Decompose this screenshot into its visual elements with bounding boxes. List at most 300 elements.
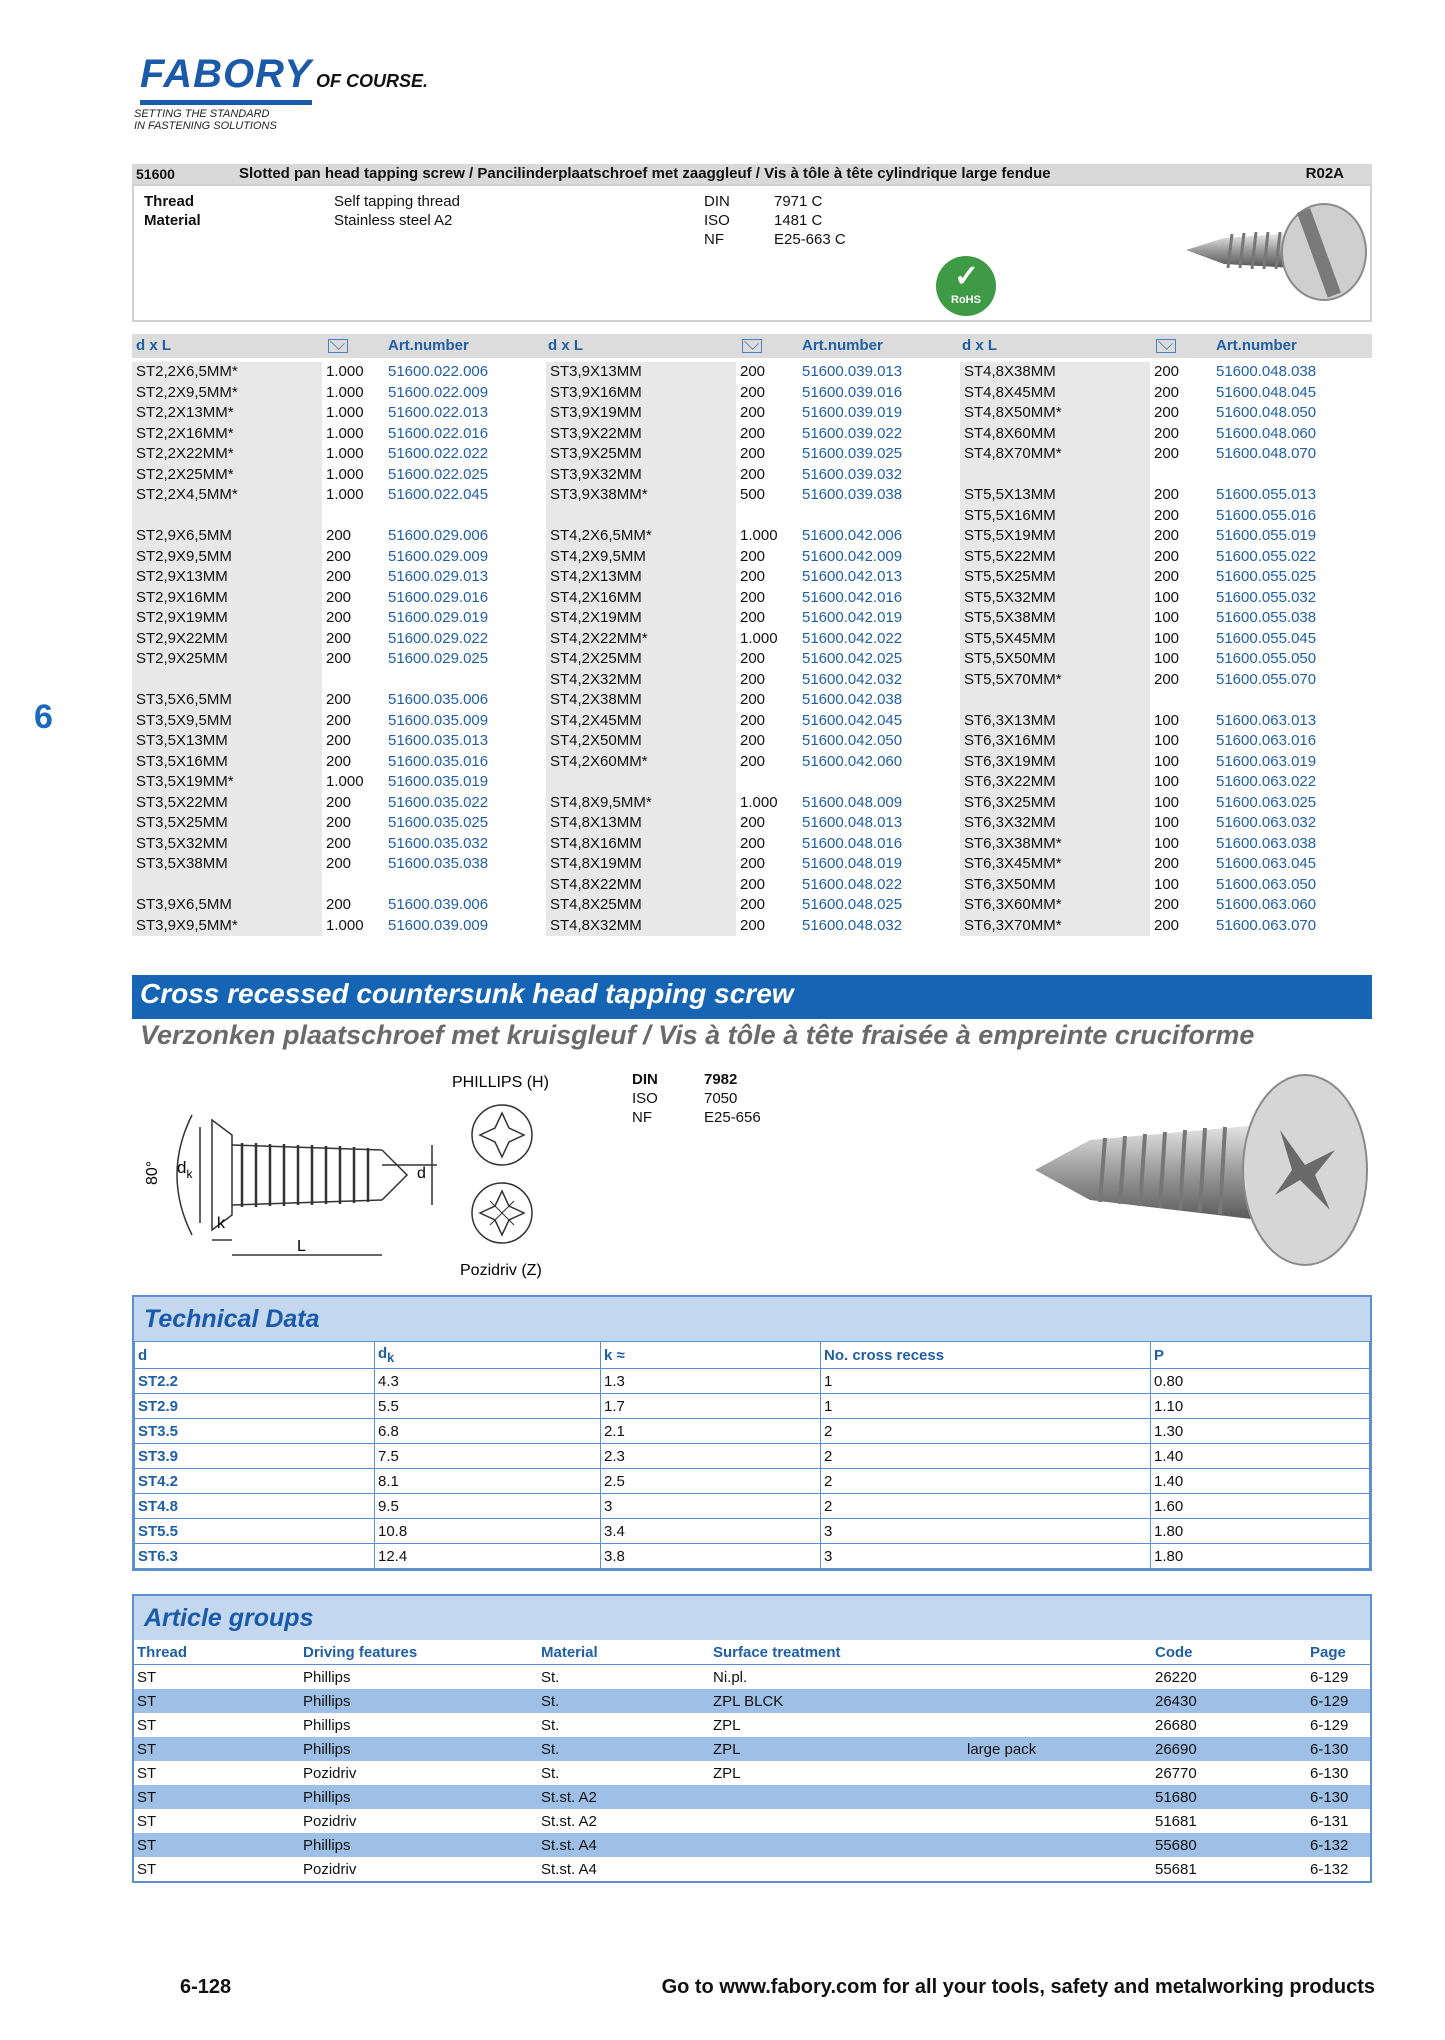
- article-number-link[interactable]: 51600.039.022: [802, 424, 903, 442]
- quantity-cell: 200: [1154, 424, 1180, 442]
- size-cell: ST2,9X16MM: [132, 588, 322, 609]
- size-cell: [960, 690, 1150, 711]
- article-number-link[interactable]: 51600.063.032: [1216, 814, 1317, 831]
- table-row[interactable]: [134, 1809, 1370, 1833]
- article-number-link[interactable]: 51600.063.019: [1216, 752, 1317, 770]
- size-cell: ST4,8X70MM*: [960, 444, 1150, 465]
- size-cell: ST2,2X6,5MM*: [132, 362, 322, 383]
- article-row: [132, 834, 544, 855]
- table-row[interactable]: [134, 1665, 1370, 1690]
- table-header-row: [134, 1640, 1370, 1665]
- article-number-link[interactable]: 51600.042.038: [802, 691, 903, 708]
- size-cell: ST4,8X45MM: [960, 383, 1150, 404]
- article-groups-panel: [132, 1594, 1372, 1883]
- article-number-link[interactable]: 51600.035.038: [388, 855, 489, 872]
- page-number: 6-128: [180, 1976, 232, 1998]
- article-row: [960, 834, 1372, 855]
- cell-t: ST: [137, 1860, 157, 1878]
- article-row: [546, 506, 958, 527]
- article-row: [960, 485, 1372, 506]
- article-row: [132, 608, 544, 629]
- size-cell: ST2,9X9,5MM: [132, 547, 322, 568]
- article-row: [960, 731, 1372, 752]
- section-title: Cross recessed countersunk head tapping screw: [140, 978, 794, 1009]
- article-number-link[interactable]: 51600.039.025: [802, 445, 903, 462]
- logo-slogan: OF COURSE.: [315, 71, 428, 91]
- article-number-link[interactable]: 51600.035.022: [388, 793, 489, 811]
- d-label: d: [417, 1165, 426, 1182]
- article-row: [546, 834, 958, 855]
- article-number-link[interactable]: 51600.042.019: [802, 609, 903, 626]
- th-k: k ≈: [601, 1342, 821, 1369]
- section-subtitle: Verzonken plaatschroef met kruisgleuf / Vis à tôle à tête fraisée à empreinte cruciforme: [140, 1020, 1255, 1050]
- article-row: [960, 547, 1372, 568]
- article-number-link[interactable]: 51600.035.025: [388, 814, 489, 831]
- size-cell: [960, 465, 1150, 486]
- article-row: [960, 608, 1372, 629]
- size-cell: ST5,5X50MM: [960, 649, 1150, 670]
- article-number-link[interactable]: 51600.035.009: [388, 711, 489, 729]
- size-cell: ST3,5X6,5MM: [132, 690, 322, 711]
- article-number-link[interactable]: 51600.055.025: [1216, 568, 1317, 585]
- size-cell: ST4,2X22MM*: [546, 629, 736, 650]
- article-row: [546, 895, 958, 916]
- size-cell: ST6,3X32MM: [960, 813, 1150, 834]
- article-number-link[interactable]: 51600.039.019: [802, 404, 903, 421]
- article-number-link[interactable]: 51600.035.006: [388, 691, 489, 708]
- size-cell: [132, 506, 322, 527]
- quantity-cell: 200: [1154, 896, 1180, 913]
- article-row: [546, 444, 958, 465]
- article-number-link[interactable]: 51600.055.050: [1216, 650, 1317, 667]
- cell-d: ST4.8: [135, 1494, 375, 1519]
- cell-dk: 10.8: [375, 1519, 601, 1544]
- article-number-link[interactable]: 51600.039.038: [802, 486, 903, 503]
- size-cell: ST4,2X32MM: [546, 670, 736, 691]
- cell-p: 6-131: [1310, 1812, 1349, 1830]
- cell-c: 55680: [1152, 1833, 1307, 1857]
- article-row: [546, 649, 958, 670]
- article-number-link[interactable]: 51600.039.016: [802, 383, 903, 401]
- article-number-link[interactable]: 51600.063.060: [1216, 896, 1317, 913]
- quantity-cell: 200: [326, 752, 352, 770]
- quantity-cell: 200: [740, 363, 766, 380]
- article-number-link[interactable]: 51600.029.019: [388, 609, 489, 626]
- size-cell: ST4,2X45MM: [546, 711, 736, 732]
- article-number-link[interactable]: 51600.035.019: [388, 773, 489, 790]
- table-row: [135, 1394, 1370, 1419]
- article-number-link[interactable]: 51600.048.060: [1216, 424, 1317, 442]
- article-row: [960, 895, 1372, 916]
- article-column-3: [960, 362, 1372, 936]
- th-p: P: [1151, 1342, 1370, 1369]
- product-spec-box: [132, 184, 1372, 322]
- cell-dr: Phillips: [303, 1668, 351, 1686]
- table-row[interactable]: [134, 1713, 1370, 1737]
- cell-n: 2: [821, 1419, 1151, 1444]
- cell-t: ST: [137, 1764, 157, 1782]
- cell-c: 51680: [1152, 1785, 1307, 1809]
- cell-k: 1.7: [601, 1394, 821, 1419]
- article-number-link[interactable]: 51600.035.013: [388, 732, 489, 749]
- article-row: [960, 526, 1372, 547]
- th-thread: Thread: [134, 1640, 300, 1665]
- quantity-cell: 200: [740, 875, 766, 893]
- article-number-link[interactable]: 51600.063.070: [1216, 916, 1317, 934]
- cell-dr: Pozidriv: [303, 1764, 357, 1782]
- size-cell: ST3,9X25MM: [546, 444, 736, 465]
- quantity-cell: 200: [740, 465, 766, 483]
- cell-p: 6-129: [1307, 1689, 1370, 1713]
- article-row: [960, 403, 1372, 424]
- tagline-line-1: SETTING THE STANDARD: [134, 108, 270, 120]
- article-row: [132, 506, 544, 527]
- quantity-cell: 1.000: [326, 363, 364, 380]
- article-number-link[interactable]: 51600.029.006: [388, 527, 489, 544]
- article-number-link[interactable]: 51600.048.022: [802, 875, 903, 893]
- article-row: [132, 547, 544, 568]
- cell-m: St.st. A4: [541, 1860, 597, 1878]
- article-number-link[interactable]: 51600.055.016: [1216, 506, 1317, 524]
- article-number-link[interactable]: 51600.039.006: [388, 896, 489, 913]
- size-cell: ST4,2X25MM: [546, 649, 736, 670]
- article-row: [132, 629, 544, 650]
- table-row: [135, 1419, 1370, 1444]
- footer-link-text[interactable]: Go to www.fabory.com for all your tools, safety and metalworking products: [661, 1976, 1375, 1998]
- article-row: [960, 752, 1372, 773]
- th-dk-sub: k: [387, 1351, 395, 1365]
- std-key: NF: [704, 231, 724, 248]
- th-d: d: [135, 1342, 375, 1369]
- article-number-link[interactable]: 51600.042.032: [802, 670, 903, 688]
- article-row: [960, 854, 1372, 875]
- article-number-link[interactable]: 51600.055.038: [1216, 609, 1317, 626]
- quantity-cell: 1.000: [326, 424, 364, 442]
- cell-p: 6-130: [1307, 1737, 1370, 1761]
- quantity-cell: 100: [1154, 629, 1180, 647]
- quantity-cell: 200: [326, 568, 352, 585]
- size-cell: ST2,2X25MM*: [132, 465, 322, 486]
- cell-n: 1: [821, 1369, 1151, 1394]
- article-number-link[interactable]: 51600.055.022: [1216, 547, 1317, 565]
- size-cell: ST6,3X16MM: [960, 731, 1150, 752]
- article-row: [960, 916, 1372, 937]
- table-row: [135, 1444, 1370, 1469]
- cell-n: 2: [821, 1444, 1151, 1469]
- cell-t: ST: [137, 1812, 157, 1830]
- article-row: [960, 772, 1372, 793]
- quantity-cell: 200: [740, 609, 766, 626]
- article-row: [132, 854, 544, 875]
- article-number-link[interactable]: 51600.029.025: [388, 650, 489, 667]
- article-row: [960, 649, 1372, 670]
- dk-label: [177, 1158, 193, 1181]
- article-number-link[interactable]: 51600.029.022: [388, 629, 489, 647]
- quantity-cell: 1.000: [326, 404, 364, 421]
- quantity-cell: 100: [1154, 711, 1180, 729]
- quantity-cell: 100: [1154, 588, 1180, 606]
- article-row: [960, 793, 1372, 814]
- size-cell: ST3,9X9,5MM*: [132, 916, 322, 937]
- quantity-cell: 200: [1154, 383, 1180, 401]
- article-number-link[interactable]: 51600.055.032: [1216, 588, 1317, 606]
- article-number-link[interactable]: 51600.022.022: [388, 445, 489, 462]
- article-number-link[interactable]: 51600.048.013: [802, 814, 903, 831]
- cell-m: St.st. A2: [538, 1785, 710, 1809]
- article-row: [546, 588, 958, 609]
- L-label: L: [297, 1238, 306, 1255]
- article-number-link[interactable]: 51600.048.045: [1216, 383, 1317, 401]
- size-cell: ST4,8X19MM: [546, 854, 736, 875]
- article-number-link[interactable]: 51600.022.006: [388, 363, 489, 380]
- quantity-cell: 200: [326, 547, 352, 565]
- cell-k: 3.4: [601, 1519, 821, 1544]
- cell-d: ST2.2: [135, 1369, 375, 1394]
- article-number-link[interactable]: 51600.063.022: [1216, 773, 1317, 790]
- std-value: 7982: [704, 1071, 738, 1088]
- quantity-cell: 100: [1154, 834, 1180, 852]
- article-row: [960, 506, 1372, 527]
- article-row: [960, 711, 1372, 732]
- cell-t: ST: [134, 1689, 300, 1713]
- size-cell: ST6,3X50MM: [960, 875, 1150, 896]
- article-row: [546, 711, 958, 732]
- cell-m: St.: [538, 1689, 710, 1713]
- article-row: [132, 362, 544, 383]
- phillips-recess-icon: [472, 1105, 532, 1165]
- size-cell: ST2,2X4,5MM*: [132, 485, 322, 506]
- article-number-link[interactable]: 51600.048.032: [802, 916, 903, 934]
- cell-c: 26770: [1155, 1764, 1197, 1782]
- article-number-link[interactable]: 51600.029.016: [388, 588, 489, 606]
- article-number-link[interactable]: 51600.035.016: [388, 752, 489, 770]
- article-row: [546, 485, 958, 506]
- article-number-link[interactable]: 51600.042.006: [802, 527, 903, 544]
- article-row: [960, 629, 1372, 650]
- dk-sub: k: [186, 1167, 193, 1181]
- article-number-link[interactable]: 51600.039.032: [802, 465, 903, 483]
- cell-dr: Phillips: [300, 1833, 538, 1857]
- size-cell: ST3,5X38MM: [132, 854, 322, 875]
- table-row: [135, 1494, 1370, 1519]
- size-cell: ST5,5X38MM: [960, 608, 1150, 629]
- cell-p: 6-132: [1307, 1833, 1370, 1857]
- cell-x: [964, 1689, 1152, 1713]
- article-row: [546, 772, 958, 793]
- article-row: [132, 895, 544, 916]
- article-number-link[interactable]: 51600.063.016: [1216, 732, 1317, 749]
- tagline-line-2: IN FASTENING SOLUTIONS: [134, 120, 277, 132]
- quantity-cell: 200: [740, 424, 766, 442]
- size-cell: ST3,5X16MM: [132, 752, 322, 773]
- article-column-header: [132, 334, 1372, 358]
- cell-dr: Pozidriv: [303, 1860, 357, 1878]
- article-number-link[interactable]: 51600.039.009: [388, 916, 489, 934]
- table-row[interactable]: [134, 1785, 1370, 1809]
- cell-p: 6-129: [1310, 1668, 1349, 1686]
- article-number-link[interactable]: 51600.042.009: [802, 547, 903, 565]
- th-ncr: No. cross recess: [821, 1342, 1151, 1369]
- quantity-cell: 200: [740, 855, 766, 872]
- size-cell: ST5,5X13MM: [960, 485, 1150, 506]
- size-cell: ST5,5X22MM: [960, 547, 1150, 568]
- article-row: [132, 424, 544, 445]
- cell-s: ZPL BLCK: [710, 1689, 964, 1713]
- quantity-cell: 200: [740, 445, 766, 462]
- article-number-link[interactable]: 51600.022.013: [388, 404, 489, 421]
- article-number-link[interactable]: 51600.048.009: [802, 793, 903, 811]
- size-cell: ST4,8X32MM: [546, 916, 736, 937]
- article-row: [546, 731, 958, 752]
- cell-x: [964, 1857, 1152, 1881]
- cell-t: ST: [137, 1668, 157, 1686]
- quantity-cell: 100: [1154, 752, 1180, 770]
- size-cell: ST4,8X38MM: [960, 362, 1150, 383]
- size-cell: ST4,2X19MM: [546, 608, 736, 629]
- quantity-cell: 200: [740, 588, 766, 606]
- article-number-link[interactable]: 51600.063.025: [1216, 793, 1317, 811]
- quantity-cell: 1.000: [326, 445, 364, 462]
- article-number-link[interactable]: 51600.042.050: [802, 732, 903, 749]
- std-key: ISO: [632, 1090, 658, 1107]
- product-header: [132, 164, 1372, 184]
- article-number-link[interactable]: 51600.063.038: [1216, 834, 1317, 852]
- article-row: [960, 813, 1372, 834]
- article-row: [132, 588, 544, 609]
- size-cell: ST2,9X6,5MM: [132, 526, 322, 547]
- article-groups-title: Article groups: [134, 1596, 1370, 1640]
- article-number-link[interactable]: 51600.048.025: [802, 896, 903, 913]
- quantity-cell: 200: [740, 916, 766, 934]
- k-label: k: [217, 1215, 225, 1232]
- quantity-cell: 200: [740, 814, 766, 831]
- cell-n: 1: [821, 1394, 1151, 1419]
- table-row[interactable]: [134, 1689, 1370, 1713]
- cell-s: ZPL: [713, 1716, 741, 1734]
- cell-dr: Pozidriv: [303, 1812, 357, 1830]
- quantity-cell: 200: [740, 834, 766, 852]
- size-cell: ST2,9X13MM: [132, 567, 322, 588]
- article-number-link[interactable]: 51600.055.013: [1216, 486, 1317, 503]
- thread-value: Self tapping thread: [334, 193, 460, 210]
- article-number-link[interactable]: 51600.042.022: [802, 629, 903, 647]
- th-extra: [964, 1640, 1152, 1665]
- article-number-link[interactable]: 51600.039.013: [802, 363, 903, 380]
- article-number-link[interactable]: 51600.022.016: [388, 424, 489, 442]
- cell-c: 26690: [1152, 1737, 1307, 1761]
- article-number-link[interactable]: 51600.042.013: [802, 568, 903, 585]
- article-number-link[interactable]: 51600.063.045: [1216, 855, 1317, 872]
- fabory-logo: [134, 52, 428, 132]
- cell-x: large pack: [964, 1737, 1152, 1761]
- table-row[interactable]: [134, 1857, 1370, 1881]
- article-number-link[interactable]: 51600.022.045: [388, 486, 489, 503]
- size-cell: ST4,2X60MM*: [546, 752, 736, 773]
- col-dxl: d x L: [962, 337, 998, 354]
- th-surface: Surface treatment: [710, 1640, 964, 1665]
- article-number-link[interactable]: 51600.048.070: [1216, 445, 1317, 462]
- quantity-cell: 100: [1154, 609, 1180, 626]
- size-cell: ST2,2X9,5MM*: [132, 383, 322, 404]
- size-cell: [546, 506, 736, 527]
- cell-k: 3: [601, 1494, 821, 1519]
- logo-tagline: [134, 108, 374, 132]
- rohs-label: RoHS: [951, 294, 981, 306]
- cell-k: 2.5: [601, 1469, 821, 1494]
- cell-m: St.st. A4: [538, 1833, 710, 1857]
- article-number-link[interactable]: 51600.022.009: [388, 383, 489, 401]
- quantity-cell: 100: [1154, 773, 1180, 790]
- dk-main: d: [177, 1158, 187, 1177]
- article-number-link[interactable]: 51600.063.050: [1216, 875, 1317, 893]
- article-row: [132, 670, 544, 691]
- article-number-link[interactable]: 51600.048.016: [802, 834, 903, 852]
- article-row: [132, 649, 544, 670]
- pan-head-screw-image: [1184, 198, 1374, 308]
- size-cell: ST3,9X22MM: [546, 424, 736, 445]
- quantity-cell: 200: [1154, 445, 1180, 462]
- article-number-link[interactable]: 51600.048.019: [802, 855, 903, 872]
- cell-t: ST: [134, 1785, 300, 1809]
- cell-d: ST6.3: [135, 1544, 375, 1569]
- article-number-link[interactable]: 51600.042.060: [802, 752, 903, 770]
- size-cell: ST4,2X38MM: [546, 690, 736, 711]
- article-number-link[interactable]: 51600.029.013: [388, 568, 489, 585]
- table-row[interactable]: [134, 1833, 1370, 1857]
- quantity-cell: 200: [1154, 568, 1180, 585]
- article-number-link[interactable]: 51600.042.016: [802, 588, 903, 606]
- quantity-cell: 200: [326, 793, 352, 811]
- article-number-link[interactable]: 51600.035.032: [388, 834, 489, 852]
- size-cell: ST3,5X25MM: [132, 813, 322, 834]
- cell-n: 3: [821, 1519, 1151, 1544]
- cell-dk: 12.4: [375, 1544, 601, 1569]
- quantity-cell: 200: [740, 568, 766, 585]
- quantity-cell: 200: [740, 670, 766, 688]
- article-number-link[interactable]: 51600.055.070: [1216, 670, 1317, 688]
- article-row: [546, 629, 958, 650]
- article-number-link[interactable]: 51600.048.038: [1216, 363, 1317, 380]
- article-row: [960, 465, 1372, 486]
- size-cell: ST4,2X50MM: [546, 731, 736, 752]
- th-dk: [375, 1342, 601, 1369]
- table-row[interactable]: [134, 1761, 1370, 1785]
- product-code: 51600: [136, 166, 175, 182]
- cell-d: ST5.5: [135, 1519, 375, 1544]
- cell-k: 2.3: [601, 1444, 821, 1469]
- article-number-link[interactable]: 51600.022.025: [388, 465, 489, 483]
- table-row[interactable]: [134, 1737, 1370, 1761]
- article-number-link[interactable]: 51600.063.013: [1216, 711, 1317, 729]
- article-row: [132, 444, 544, 465]
- quantity-cell: 1.000: [740, 793, 778, 811]
- size-cell: ST5,5X25MM: [960, 567, 1150, 588]
- article-number-link[interactable]: 51600.055.045: [1216, 629, 1317, 647]
- article-number-link[interactable]: 51600.029.009: [388, 547, 489, 565]
- article-number-link[interactable]: 51600.048.050: [1216, 404, 1317, 421]
- article-row: [546, 793, 958, 814]
- article-row: [960, 383, 1372, 404]
- article-number-link[interactable]: 51600.042.045: [802, 711, 903, 729]
- size-cell: ST5,5X19MM: [960, 526, 1150, 547]
- logo-brand: FABORY: [140, 52, 312, 96]
- cell-p: 6-130: [1310, 1764, 1349, 1782]
- article-number-link[interactable]: 51600.042.025: [802, 650, 903, 667]
- cell-p: 6-129: [1310, 1716, 1349, 1734]
- article-row: [132, 916, 544, 937]
- article-number-link[interactable]: 51600.055.019: [1216, 527, 1317, 544]
- cell-p: 1.40: [1151, 1444, 1370, 1469]
